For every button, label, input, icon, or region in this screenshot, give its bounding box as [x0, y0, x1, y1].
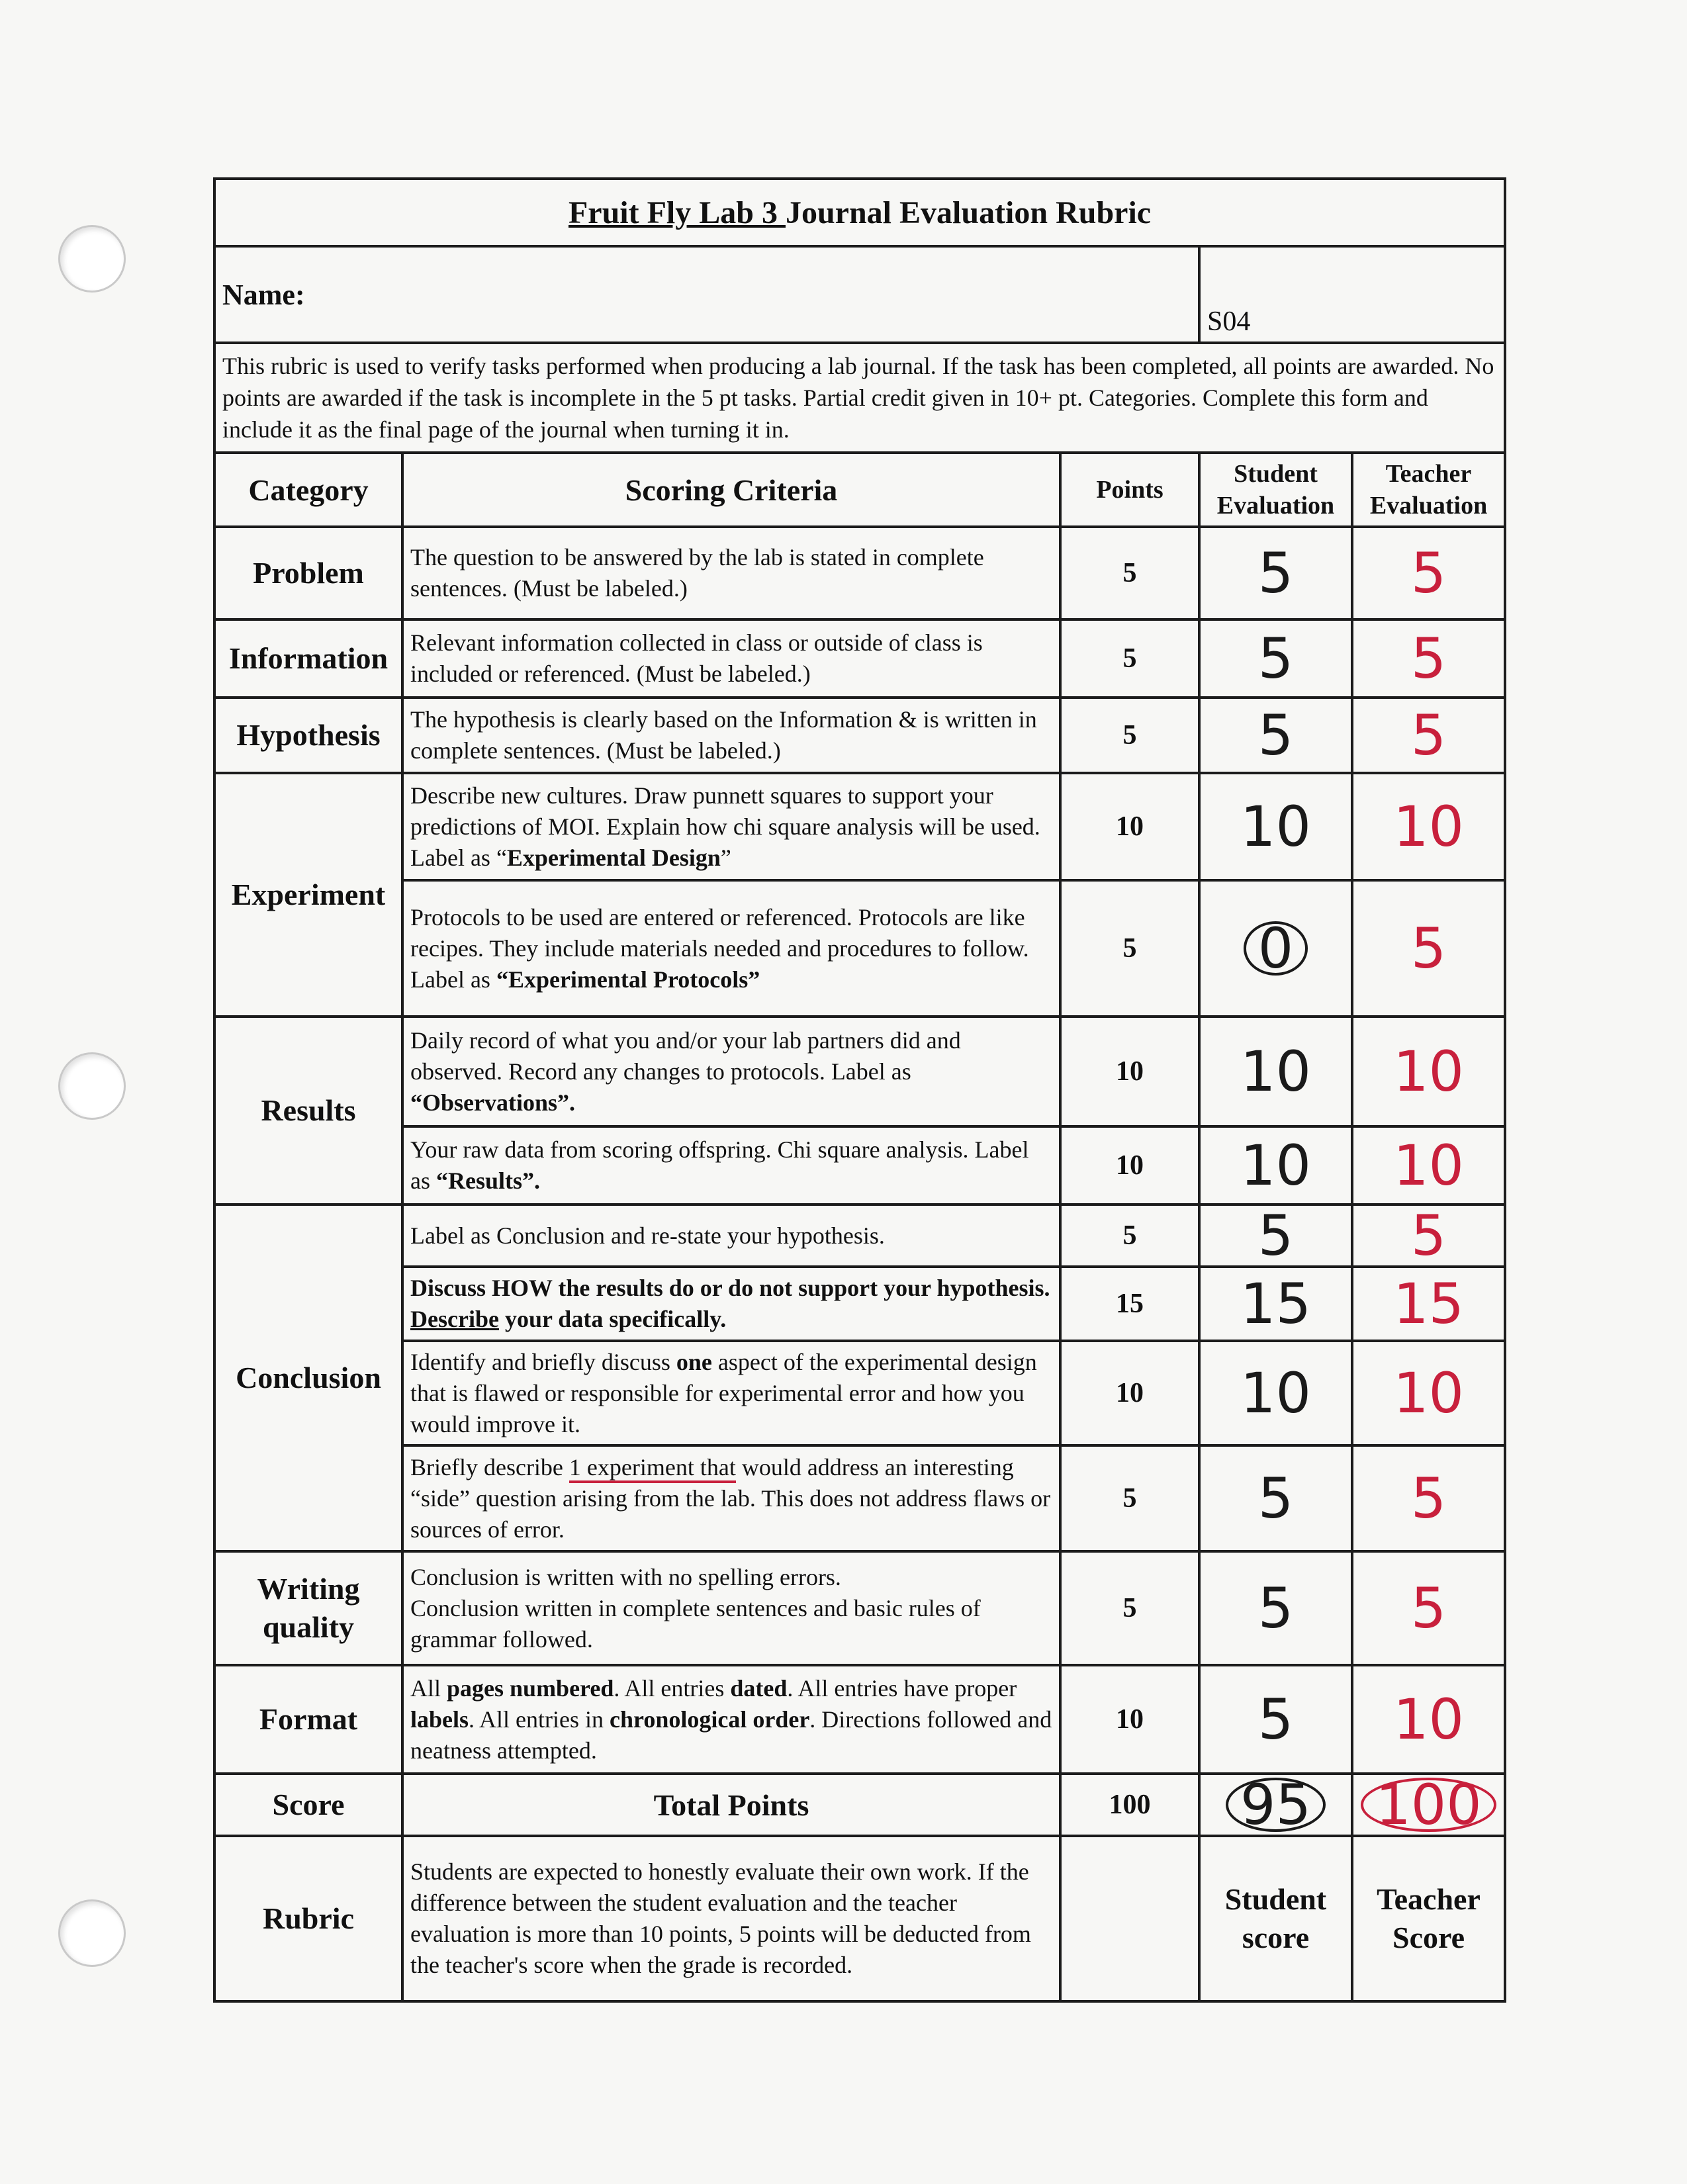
title-underlined: Fruit Fly Lab 3 [568, 195, 786, 230]
teacher-score-conclusion-flaw: 10 [1352, 1341, 1505, 1445]
criteria-text: . All entries [614, 1674, 731, 1702]
category-experiment: Experiment [214, 773, 402, 1017]
points-results-observations: 10 [1060, 1017, 1199, 1126]
points-conclusion-discuss: 15 [1060, 1267, 1199, 1341]
student-score-label [1199, 1836, 1352, 2001]
criteria-label-bold: “Results”. [436, 1167, 541, 1194]
student-score-results-data: 10 [1199, 1126, 1352, 1205]
criteria-text: Describe new cultures. Draw punnett squares to support your predictions of MOI. Explain how chi square analysis will be used. Label as “ [410, 782, 1040, 871]
rubric-row-experiment-protocols [214, 880, 1505, 1017]
category-writing-l1: Writing [257, 1572, 360, 1606]
points-conclusion-flaw: 10 [1060, 1341, 1199, 1445]
student-total-circled: 95 [1226, 1778, 1326, 1832]
header-teacher-evaluation [1352, 453, 1505, 527]
criteria-text: . All entries have proper [787, 1674, 1017, 1702]
title-row [214, 179, 1505, 246]
teacher-score-information: 5 [1352, 619, 1505, 698]
rubric-note: Students are expected to honestly evaluate their own work. If the difference between the student evaluation and the teacher evaluation is more than 10 points, 5 points will be deducted from the teacher's score when the grade is recorded. [402, 1836, 1060, 2001]
teacher-total-circled: 100 [1361, 1778, 1496, 1832]
student-score-l1: Student [1224, 1882, 1327, 1916]
header-student-l2: Evaluation [1216, 492, 1335, 520]
points-format: 10 [1060, 1665, 1199, 1774]
student-score-zero: 0 [1244, 921, 1308, 976]
criteria-text: All [410, 1674, 447, 1702]
criteria-bold-pages: pages numbered [447, 1674, 614, 1702]
student-score-experiment-design: 10 [1199, 773, 1352, 880]
criteria-text: Protocols to be used are entered or referenced. Protocols are like recipes. They include materials needed and procedures to follow. Label as [410, 903, 1029, 993]
rubric-row-results-data [214, 1126, 1505, 1205]
student-score-conclusion-restate: 5 [1199, 1205, 1352, 1267]
criteria-text-end: would address an interesting “side” question arising from the lab. This does not address flaws or sources of error. [410, 1453, 1051, 1543]
name-label: Name: [214, 246, 1199, 343]
binder-hole-middle [58, 1052, 126, 1120]
criteria-results-data [402, 1126, 1060, 1205]
rubric-row-results-observations [214, 1017, 1505, 1126]
binder-hole-bottom [58, 1899, 126, 1967]
teacher-score-conclusion-discuss: 15 [1352, 1267, 1505, 1341]
header-teacher-l2: Evaluation [1369, 492, 1488, 520]
rubric-row-information [214, 619, 1505, 698]
total-points-label: Total Points [402, 1774, 1060, 1836]
rubric-note-row [214, 1836, 1505, 2001]
points-results-data: 10 [1060, 1126, 1199, 1205]
teacher-score-l2: Score [1392, 1921, 1465, 1954]
teacher-score-experiment-protocols: 5 [1352, 880, 1505, 1017]
criteria-bold-labels: labels [410, 1706, 469, 1733]
rubric-row-conclusion-restate [214, 1205, 1505, 1267]
category-writing-l2: quality [262, 1610, 355, 1644]
header-student-l1: Student [1234, 460, 1318, 488]
category-conclusion: Conclusion [214, 1205, 402, 1551]
teacher-score-conclusion-experiment: 5 [1352, 1445, 1505, 1551]
criteria-line-2: Conclusion written in complete sentences and basic rules of grammar followed. [410, 1594, 981, 1653]
criteria-text: Daily record of what you and/or your lab partners did and observed. Record any changes to protocols. Label as [410, 1026, 961, 1085]
points-information: 5 [1060, 619, 1199, 698]
criteria-information: Relevant information collected in class or outside of class is included or referenced. (Must be labeled.) [402, 619, 1060, 698]
teacher-score-label [1352, 1836, 1505, 2001]
rubric-table [213, 177, 1506, 2003]
criteria-text: . Directions followed and neatness attempted. [410, 1706, 1052, 1764]
student-score-writing-quality: 5 [1199, 1551, 1352, 1665]
criteria-conclusion-restate: Label as Conclusion and re-state your hypothesis. [402, 1205, 1060, 1267]
criteria-experiment-protocols [402, 880, 1060, 1017]
student-score-hypothesis: 5 [1199, 698, 1352, 773]
teacher-score-results-data: 10 [1352, 1126, 1505, 1205]
intro-row [214, 343, 1505, 453]
criteria-conclusion-discuss [402, 1267, 1060, 1341]
criteria-text: . All entries in [469, 1706, 610, 1733]
student-score-format: 5 [1199, 1665, 1352, 1774]
teacher-score-experiment-design: 10 [1352, 773, 1505, 880]
name-row [214, 246, 1505, 343]
student-score-information: 5 [1199, 619, 1352, 698]
criteria-bold-dated: dated [730, 1674, 788, 1702]
teacher-red-underline: 1 experiment that [569, 1454, 736, 1483]
criteria-text: Your raw data from scoring offspring. Chi square analysis. Label as [410, 1136, 1029, 1194]
criteria-line-1: Conclusion is written with no spelling errors. [410, 1563, 841, 1590]
page-title [214, 179, 1505, 246]
rubric-row-conclusion-experiment [214, 1445, 1505, 1551]
criteria-text: Briefly describe [410, 1453, 569, 1480]
teacher-score-l1: Teacher [1377, 1882, 1481, 1916]
criteria-problem: The question to be answered by the lab is stated in complete sentences. (Must be labeled.) [402, 527, 1060, 619]
student-score-conclusion-experiment: 5 [1199, 1445, 1352, 1551]
criteria-results-observations [402, 1017, 1060, 1126]
rubric-row-conclusion-discuss [214, 1267, 1505, 1341]
criteria-text-bold-end: your data specifically. [498, 1306, 727, 1332]
header-criteria: Scoring Criteria [402, 453, 1060, 527]
teacher-score-results-observations: 10 [1352, 1017, 1505, 1126]
teacher-score-problem: 5 [1352, 527, 1505, 619]
student-total [1199, 1774, 1352, 1836]
points-conclusion-experiment: 5 [1060, 1445, 1199, 1551]
rubric-row-hypothesis [214, 698, 1505, 773]
criteria-label-bold: “Experimental Protocols” [496, 966, 760, 993]
criteria-bold-word: one [676, 1348, 712, 1375]
criteria-conclusion-flaw [402, 1341, 1060, 1445]
criteria-text-bold: Discuss HOW the results do or do not support your hypothesis. [410, 1275, 1050, 1301]
teacher-score-writing-quality: 5 [1352, 1551, 1505, 1665]
criteria-text: Identify and briefly discuss [410, 1348, 676, 1375]
intro-text: This rubric is used to verify tasks performed when producing a lab journal. If the task has been completed, all points are awarded. No points are awarded if the task is incomplete in the 5 pt tasks. Partial credit given in 10+ pt. Categories. Complete this form and include it as the final page of the journal when turning it in. [214, 343, 1505, 453]
header-teacher-l1: Teacher [1385, 460, 1472, 488]
criteria-label-bold: “Observations”. [410, 1089, 576, 1116]
teacher-score-conclusion-restate: 5 [1352, 1205, 1505, 1267]
student-id: S04 [1199, 246, 1505, 343]
rubric-row-problem [214, 527, 1505, 619]
category-problem: Problem [214, 527, 402, 619]
category-hypothesis: Hypothesis [214, 698, 402, 773]
criteria-experiment-design [402, 773, 1060, 880]
points-experiment-protocols: 5 [1060, 880, 1199, 1017]
rubric-row-writing-quality [214, 1551, 1505, 1665]
criteria-format [402, 1665, 1060, 1774]
points-experiment-design: 10 [1060, 773, 1199, 880]
rubric-row-experiment-design [214, 773, 1505, 880]
category-score: Score [214, 1774, 402, 1836]
student-score-results-observations: 10 [1199, 1017, 1352, 1126]
category-results: Results [214, 1017, 402, 1205]
header-row [214, 453, 1505, 527]
rubric-row-conclusion-flaw [214, 1341, 1505, 1445]
binder-hole-top [58, 225, 126, 293]
category-rubric: Rubric [214, 1836, 402, 2001]
student-score-experiment-protocols [1199, 880, 1352, 1017]
header-points: Points [1060, 453, 1199, 527]
criteria-text-end: aspect of the experimental design that is flawed or responsible for experimental error and how you would improve it. [410, 1348, 1037, 1437]
criteria-bold-chronological: chronological order [610, 1706, 810, 1733]
criteria-text-end: ” [720, 844, 731, 871]
rubric-row-format [214, 1665, 1505, 1774]
points-conclusion-restate: 5 [1060, 1205, 1199, 1267]
student-score-l2: score [1242, 1921, 1310, 1954]
rubric-blank-cell [1060, 1836, 1199, 2001]
teacher-total [1352, 1774, 1505, 1836]
points-writing-quality: 5 [1060, 1551, 1199, 1665]
student-score-conclusion-flaw: 10 [1199, 1341, 1352, 1445]
header-category: Category [214, 453, 402, 527]
student-score-conclusion-discuss: 15 [1199, 1267, 1352, 1341]
criteria-label-bold: Experimental Design [506, 844, 721, 871]
category-format: Format [214, 1665, 402, 1774]
student-score-problem: 5 [1199, 527, 1352, 619]
points-problem: 5 [1060, 527, 1199, 619]
category-information: Information [214, 619, 402, 698]
total-points-value: 100 [1060, 1774, 1199, 1836]
teacher-score-hypothesis: 5 [1352, 698, 1505, 773]
header-student-evaluation [1199, 453, 1352, 527]
criteria-writing-quality [402, 1551, 1060, 1665]
criteria-conclusion-experiment [402, 1445, 1060, 1551]
score-row [214, 1774, 1505, 1836]
criteria-hypothesis: The hypothesis is clearly based on the Information & is written in complete sentences. (Must be labeled.) [402, 698, 1060, 773]
criteria-underlined: Describe [410, 1306, 499, 1332]
teacher-score-format: 10 [1352, 1665, 1505, 1774]
title-rest: Journal Evaluation Rubric [785, 195, 1152, 230]
points-hypothesis: 5 [1060, 698, 1199, 773]
category-writing-quality [214, 1551, 402, 1665]
